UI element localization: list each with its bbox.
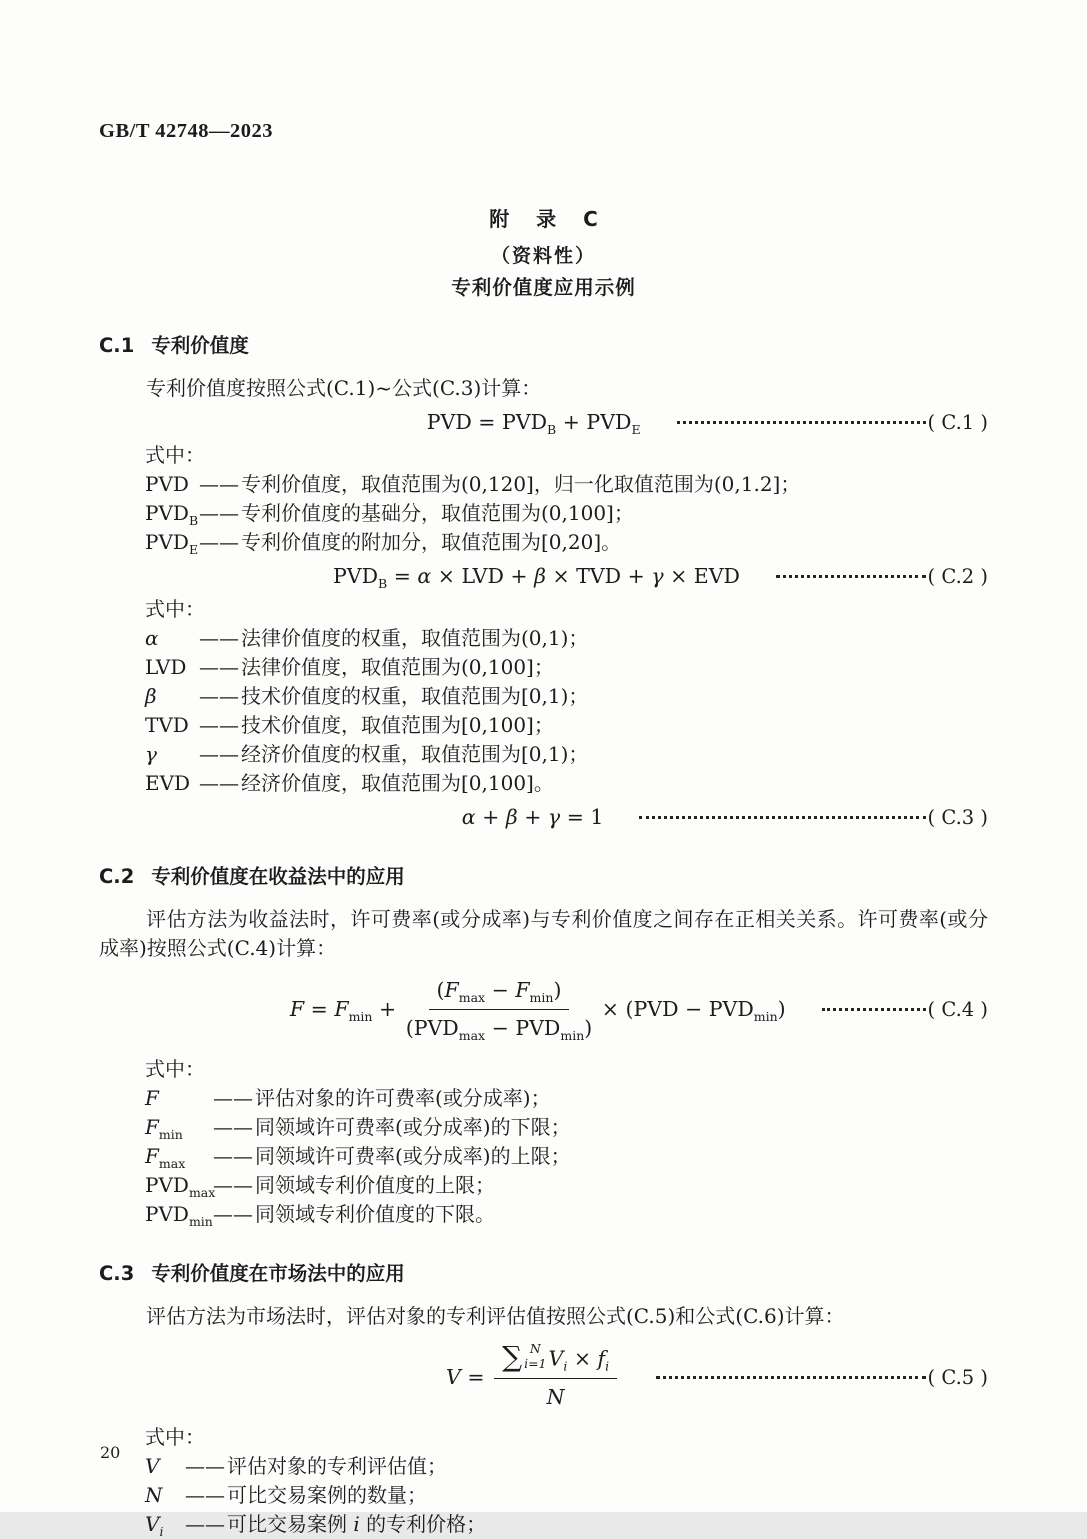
definition-text: 同领域许可费率(或分成率)的下限； <box>255 1115 571 1139</box>
fraction-numerator <box>429 976 570 1010</box>
formula-leader <box>740 562 988 591</box>
definition-row <box>145 682 988 711</box>
dash: —— <box>185 1483 225 1507</box>
dash: —— <box>213 1173 253 1197</box>
definition-part: 可比交易案例 <box>227 1512 354 1536</box>
appendix-title: 附 录 C <box>489 207 598 231</box>
formula-text: V <box>446 1364 461 1389</box>
formula-text: f <box>597 1346 606 1371</box>
term <box>145 499 199 528</box>
dot-leader <box>776 575 926 578</box>
where-label: 式中： <box>145 443 205 467</box>
formula-c3 <box>99 802 988 832</box>
definition-text: 技术价值度的权重，取值范围为[0,1)； <box>241 684 589 708</box>
term-base: F <box>145 1144 159 1168</box>
formula-text: − <box>485 977 516 1002</box>
definition-text: 专利价值度的基础分，取值范围为(0,100]； <box>241 501 634 525</box>
subscript: min <box>348 1008 373 1024</box>
summation-symbol <box>502 1339 547 1373</box>
formula-c5-body <box>446 1339 620 1411</box>
where-label: 式中： <box>145 1057 205 1081</box>
formula-text: × LVD + <box>431 563 535 588</box>
term <box>145 470 199 499</box>
where-label: 式中： <box>145 597 205 621</box>
beta-symbol: β <box>505 804 518 829</box>
subscript: E <box>631 421 641 437</box>
subscript: i <box>563 1358 568 1374</box>
term-base: V <box>145 1512 160 1536</box>
summation-limits <box>524 1342 546 1371</box>
alpha-symbol: α <box>417 563 432 588</box>
dash: —— <box>199 684 239 708</box>
formula-text: F <box>515 977 530 1002</box>
definition-text <box>227 1510 988 1539</box>
dash: —— <box>213 1202 253 1226</box>
term: γ <box>145 742 157 766</box>
section-c3-heading <box>99 1260 988 1288</box>
definition-list-c3 <box>145 1452 988 1539</box>
term <box>145 1113 213 1142</box>
term <box>145 1171 216 1200</box>
italic-i: i <box>353 1512 360 1536</box>
definition-row <box>145 528 988 557</box>
formula-text: = 1 <box>560 804 604 829</box>
alpha-symbol: α <box>461 804 476 829</box>
formula-c1-number: ( C.1 ) <box>927 410 988 434</box>
definition-list-c1b <box>145 624 988 798</box>
term-sub: i <box>159 1524 164 1539</box>
term-sub: E <box>188 542 199 557</box>
dash: —— <box>199 713 239 737</box>
section-c2-intro: 评估方法为收益法时，许可费率(或分成率)与专利价值度之间存在正相关关系。许可费率(或分成率)按照公式(C.4)计算： <box>99 907 988 960</box>
formula-text: F <box>334 996 349 1021</box>
term-sub: min <box>188 1214 213 1229</box>
term-base: PVD <box>145 1173 189 1197</box>
dash: —— <box>185 1454 225 1478</box>
term <box>145 1481 185 1510</box>
definition-text: 同领域许可费率(或分成率)的上限； <box>255 1144 571 1168</box>
section-c2-title: 专利价值度在收益法中的应用 <box>151 865 405 888</box>
formula-c2 <box>99 561 988 591</box>
definition-text: 技术价值度，取值范围为[0,100]； <box>241 713 554 737</box>
formula-text: + <box>475 804 506 829</box>
term-base: N <box>145 1483 163 1507</box>
definition-row <box>145 1510 988 1539</box>
formula-text: PVD <box>332 563 379 588</box>
definition-row <box>145 1452 988 1481</box>
term-base: F <box>145 1086 159 1110</box>
definition-row <box>145 499 988 528</box>
term: EVD <box>145 771 191 795</box>
formula-c4 <box>99 967 988 1051</box>
beta-symbol: β <box>534 563 546 588</box>
definition-text: 专利价值度，取值范围为(0,120]，归一化取值范围为(0,1.2]； <box>241 472 801 496</box>
dot-leader <box>822 1008 926 1011</box>
standard-number-header: GB/T 42748—2023 <box>99 120 273 142</box>
formula-c5 <box>99 1335 988 1419</box>
formula-text: + <box>517 804 548 829</box>
fraction-denominator <box>406 1010 593 1043</box>
definition-row <box>145 1142 988 1171</box>
formula-c1 <box>99 407 988 437</box>
sum-lower-limit: i=1 <box>524 1355 547 1371</box>
subscript: max <box>458 1027 486 1043</box>
term-base: PVD <box>145 501 189 525</box>
definition-row <box>145 1113 988 1142</box>
term-base: V <box>145 1454 160 1478</box>
formula-c4-number: ( C.4 ) <box>927 997 988 1021</box>
definition-row <box>145 1171 988 1200</box>
definition-part: 的专利价格； <box>359 1512 487 1536</box>
term-base: F <box>145 1115 159 1139</box>
definition-text: 同领域专利价值度的上限； <box>255 1173 495 1197</box>
fraction-denominator: N <box>546 1384 565 1409</box>
dash: —— <box>199 501 239 525</box>
dash: —— <box>199 742 239 766</box>
formula-text: = <box>304 996 335 1021</box>
section-c3-intro: 评估方法为市场法时，评估对象的专利评估值按照公式(C.5)和公式(C.6)计算： <box>146 1304 845 1328</box>
formula-text: ) <box>553 977 562 1002</box>
appendix-subtitle: （资料性） <box>490 245 596 267</box>
term <box>145 1142 213 1171</box>
sum-upper-limit: N <box>529 1341 541 1357</box>
term-base: PVD <box>145 472 189 496</box>
definition-row <box>145 1200 988 1229</box>
formula-leader <box>603 803 988 832</box>
formula-segment <box>595 995 785 1024</box>
page-number: 20 <box>100 1443 121 1462</box>
term-sub: B <box>188 513 199 528</box>
term-sub: max <box>188 1185 216 1200</box>
subscript: i <box>605 1358 610 1374</box>
term <box>145 1452 185 1481</box>
term: LVD <box>145 655 187 679</box>
definition-text: 评估对象的专利评估值； <box>227 1454 447 1478</box>
section-c2-heading <box>99 863 988 891</box>
term <box>145 528 199 557</box>
term-sub: min <box>158 1127 183 1142</box>
definition-row <box>145 740 988 769</box>
formula-c1-body <box>427 408 641 437</box>
formula-leader <box>620 1363 988 1392</box>
formula-text: F <box>444 977 459 1002</box>
dash: —— <box>199 472 239 496</box>
formula-segment <box>290 995 403 1024</box>
definition-row <box>145 769 988 798</box>
section-c3-title: 专利价值度在市场法中的应用 <box>151 1262 405 1285</box>
term <box>145 1200 213 1229</box>
formula-text: F <box>289 996 305 1021</box>
formula-text: × TVD + <box>545 563 652 588</box>
subscript: B <box>547 421 557 437</box>
formula-text: × <box>567 1346 598 1371</box>
section-c2-id: C.2 <box>99 865 135 888</box>
definition-list-c1a <box>145 470 988 557</box>
definition-row <box>145 653 988 682</box>
dash: —— <box>213 1144 253 1168</box>
dash: —— <box>213 1115 253 1139</box>
fraction-numerator <box>494 1339 617 1378</box>
definition-text: 评估对象的许可费率(或分成率)； <box>255 1086 551 1110</box>
definition-row <box>145 1481 988 1510</box>
formula-text: + PVD <box>556 409 632 434</box>
definition-text: 法律价值度，取值范围为(0,100]； <box>241 655 554 679</box>
definition-row <box>145 470 988 499</box>
definition-row <box>145 1084 988 1113</box>
formula-segment <box>446 1363 491 1392</box>
term: β <box>145 684 157 708</box>
section-c1-id: C.1 <box>99 334 135 357</box>
formula-text: × EVD <box>663 563 740 588</box>
term: α <box>145 626 159 650</box>
subscript: min <box>529 989 554 1005</box>
formula-c2-body <box>333 562 740 591</box>
term-sub: max <box>158 1156 186 1171</box>
dash: —— <box>199 626 239 650</box>
formula-text: = <box>387 563 418 588</box>
sigma-glyph: ∑ <box>502 1339 523 1373</box>
dash: —— <box>199 530 239 554</box>
dash: —— <box>199 771 239 795</box>
fraction <box>494 1339 617 1411</box>
term <box>145 1084 213 1113</box>
where-label: 式中： <box>145 1425 205 1449</box>
dot-leader <box>639 816 925 819</box>
definition-list-c2 <box>145 1084 988 1229</box>
formula-text: ) <box>777 996 786 1021</box>
section-c3-id: C.3 <box>99 1262 135 1285</box>
gamma-symbol: γ <box>651 563 664 588</box>
section-c1-intro: 专利价值度按照公式(C.1)~公式(C.3)计算： <box>146 376 542 400</box>
formula-text: = <box>460 1364 492 1389</box>
definition-row <box>145 624 988 653</box>
dash: —— <box>213 1086 253 1110</box>
formula-text: V <box>548 1346 564 1371</box>
subscript: min <box>753 1008 778 1024</box>
term-base: PVD <box>145 1202 189 1226</box>
term-base: PVD <box>145 530 189 554</box>
dot-leader <box>656 1376 925 1379</box>
definition-row <box>145 711 988 740</box>
formula-text: ( <box>436 977 445 1002</box>
formula-text: PVD = PVD <box>426 409 548 434</box>
term: TVD <box>145 713 189 737</box>
formula-c5-number: ( C.5 ) <box>927 1365 988 1389</box>
definition-text: 可比交易案例的数量； <box>227 1483 427 1507</box>
formula-text: × (PVD − PVD <box>595 996 754 1021</box>
formula-leader <box>786 995 988 1024</box>
definition-text: 经济价值度，取值范围为[0,100]。 <box>241 771 554 795</box>
formula-text: + <box>372 996 403 1021</box>
subscript: min <box>560 1027 585 1043</box>
appendix-heading: 专利价值度应用示例 <box>451 276 636 299</box>
formula-text: (PVD <box>405 1015 459 1040</box>
section-c1-heading <box>99 332 988 360</box>
formula-c3-body <box>462 803 604 832</box>
formula-c4-body <box>290 976 786 1043</box>
formula-text: ) <box>584 1015 593 1040</box>
dot-leader <box>677 421 926 424</box>
subscript: max <box>458 989 486 1005</box>
gamma-symbol: γ <box>547 804 561 829</box>
definition-text: 专利价值度的附加分，取值范围为[0,20]。 <box>241 530 622 554</box>
formula-text: − PVD <box>485 1015 561 1040</box>
fraction <box>406 976 593 1043</box>
definition-text: 经济价值度的权重，取值范围为[0,1)； <box>241 742 589 766</box>
dash: —— <box>199 655 239 679</box>
formula-c3-number: ( C.3 ) <box>927 805 988 829</box>
section-c1-title: 专利价值度 <box>151 334 249 357</box>
dash: —— <box>185 1512 225 1536</box>
definition-text: 同领域专利价值度的下限。 <box>255 1202 495 1226</box>
subscript: B <box>378 575 388 591</box>
definition-text: 法律价值度的权重，取值范围为(0,1)； <box>241 626 589 650</box>
term <box>145 1510 185 1539</box>
formula-c2-number: ( C.2 ) <box>927 564 988 588</box>
formula-leader <box>641 408 988 437</box>
